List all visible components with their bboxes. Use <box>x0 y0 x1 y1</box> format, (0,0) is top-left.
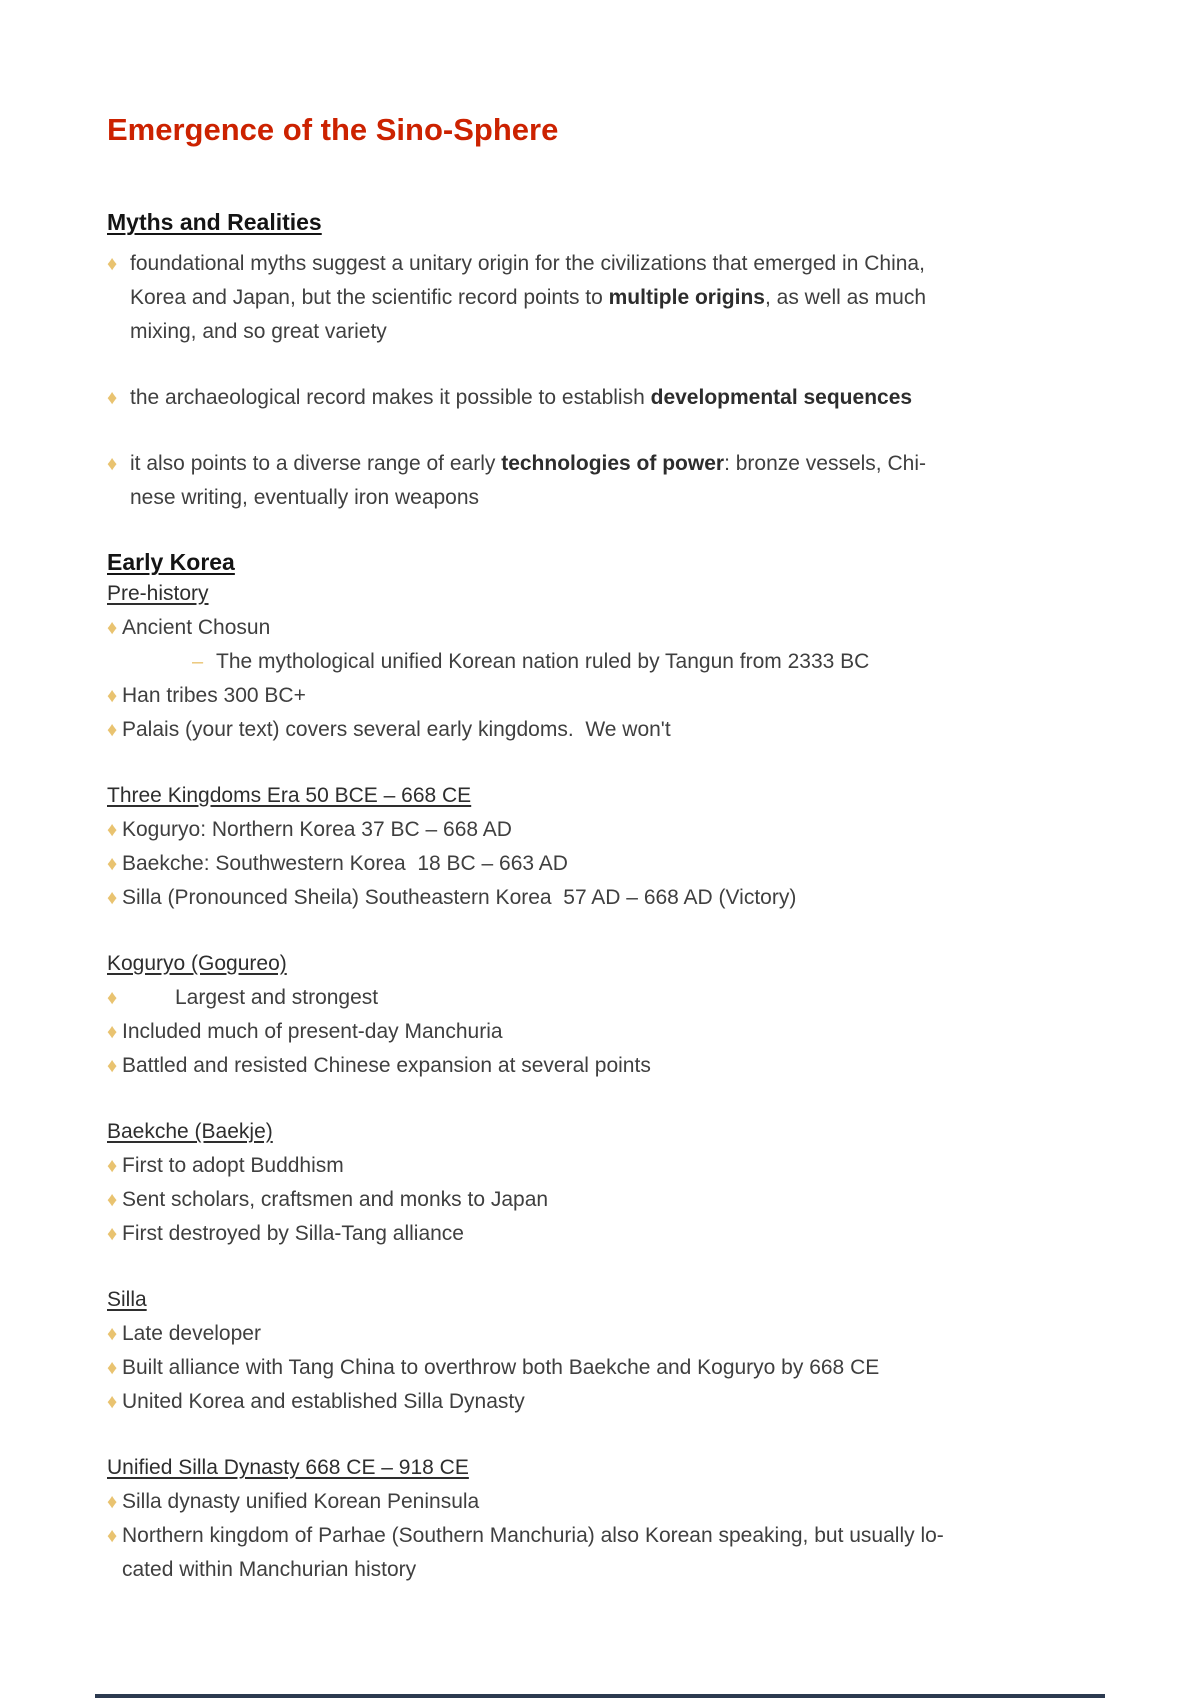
bullet-text: Korea and Japan, but the scientific record points to <box>130 286 609 309</box>
bullet-text: First destroyed by Silla-Tang alliance <box>122 1222 464 1245</box>
bullet-text: Largest and strongest <box>175 986 379 1009</box>
bullet-text: Battled and resisted Chinese expansion at several points <box>122 1054 651 1077</box>
diamond-bullet-icon: ♦ <box>107 685 118 707</box>
bullet-text: Silla dynasty unified Korean Peninsula <box>122 1490 480 1513</box>
document-content <box>107 0 1112 1587</box>
diamond-bullet-icon: ♦ <box>107 853 118 875</box>
bullet-item <box>107 1015 1112 1049</box>
diamond-bullet-icon: ♦ <box>107 1055 118 1077</box>
bullet-text: mixing, and so great variety <box>130 320 387 343</box>
bullet-text: Built alliance with Tang China to overthrow both Baekche and Koguryo by 668 CE <box>122 1356 880 1379</box>
sub-bullet-item <box>107 645 1112 679</box>
bullet-item <box>107 1519 1112 1587</box>
bullet-item <box>107 713 1112 747</box>
diamond-bullet-icon: ♦ <box>107 819 118 841</box>
bullet-item <box>107 1149 1112 1183</box>
diamond-bullet-icon: ♦ <box>107 253 118 275</box>
bullet-text: First to adopt Buddhism <box>122 1154 344 1177</box>
bullet-text: Northern kingdom of Parhae (Southern Manchuria) also Korean speaking, but usually lo- <box>122 1524 944 1547</box>
section-heading: Early Korea <box>107 549 235 575</box>
bullet-item <box>107 247 1112 349</box>
diamond-bullet-icon: ♦ <box>107 1021 118 1043</box>
diamond-bullet-icon: ♦ <box>107 1525 118 1547</box>
dash-bullet-icon: – <box>192 651 209 673</box>
diamond-bullet-icon: ♦ <box>107 1323 118 1345</box>
bullet-text: cated within Manchurian history <box>122 1558 417 1581</box>
bullet-item <box>107 1217 1112 1251</box>
bullet-text: , as well as much <box>764 286 927 309</box>
bullet-item <box>107 881 1112 915</box>
bullet-text: Palais (your text) covers several early kingdoms. We won't <box>122 718 671 741</box>
diamond-bullet-icon: ♦ <box>107 1189 118 1211</box>
sub-heading: Koguryo (Gogureo) <box>107 952 287 975</box>
diamond-bullet-icon: ♦ <box>107 1223 118 1245</box>
sub-heading: Silla <box>107 1288 147 1311</box>
diamond-bullet-icon: ♦ <box>107 1357 118 1379</box>
bullet-item <box>107 847 1112 881</box>
diamond-bullet-icon: ♦ <box>107 719 118 741</box>
bullet-item <box>107 447 1112 515</box>
bullet-item <box>107 1485 1112 1519</box>
bullet-text: Ancient Chosun <box>122 616 271 639</box>
diamond-bullet-icon: ♦ <box>107 387 118 409</box>
diamond-bullet-icon: ♦ <box>107 1155 118 1177</box>
bullet-text: United Korea and established Silla Dynasty <box>122 1390 525 1413</box>
bullet-item <box>107 1183 1112 1217</box>
bullet-text: nese writing, eventually iron weapons <box>130 486 480 509</box>
bullet-text: Silla (Pronounced Sheila) Southeastern Korea 57 AD – 668 AD (Victory) <box>122 886 797 909</box>
sub-heading: Three Kingdoms Era 50 BCE – 668 CE <box>107 784 472 807</box>
bullet-text: : bronze vessels, Chi- <box>724 452 926 475</box>
bullet-item <box>107 679 1112 713</box>
bullet-text: the archaeological record makes it possible to establish <box>130 386 651 409</box>
bullet-text-bold: multiple origins <box>608 286 765 309</box>
bullet-text-bold: technologies of power <box>501 452 725 475</box>
bullet-item <box>107 1049 1112 1083</box>
bullet-item <box>107 1385 1112 1419</box>
bullet-text: Included much of present-day Manchuria <box>122 1020 503 1043</box>
bullet-text-bold: developmental sequences <box>650 386 913 409</box>
bullet-text: Han tribes 300 BC+ <box>122 684 306 707</box>
bullet-text: it also points to a diverse range of early <box>130 452 502 475</box>
sub-heading: Unified Silla Dynasty 668 CE – 918 CE <box>107 1456 469 1479</box>
bullet-item <box>107 1351 1112 1385</box>
bullet-item <box>107 611 1112 645</box>
bullet-item <box>107 813 1112 847</box>
bullet-text: foundational myths suggest a unitary origin for the civilizations that emerged in China, <box>130 252 925 275</box>
diamond-bullet-icon: ♦ <box>107 453 118 475</box>
bullet-item <box>107 381 1112 415</box>
bullet-text: The mythological unified Korean nation ruled by Tangun from 2333 BC <box>216 650 870 673</box>
page-divider <box>95 1694 1105 1698</box>
bullet-text: Late developer <box>122 1322 261 1345</box>
sub-heading: Baekche (Baekje) <box>107 1120 273 1143</box>
bullet-text: Baekche: Southwestern Korea 18 BC – 663 AD <box>122 852 568 875</box>
bullet-text: Sent scholars, craftsmen and monks to Japan <box>122 1188 549 1211</box>
diamond-bullet-icon: ♦ <box>107 1491 118 1513</box>
diamond-bullet-icon: ♦ <box>107 617 118 639</box>
diamond-bullet-icon: ♦ <box>107 987 118 1009</box>
section-heading: Myths and Realities <box>107 209 322 235</box>
diamond-bullet-icon: ♦ <box>107 1391 118 1413</box>
diamond-bullet-icon: ♦ <box>107 887 118 909</box>
sub-heading: Pre-history <box>107 582 209 605</box>
bullet-item <box>107 981 1112 1015</box>
bullet-item <box>107 1317 1112 1351</box>
bullet-text: Koguryo: Northern Korea 37 BC – 668 AD <box>122 818 512 841</box>
page-title: Emergence of the Sino-Sphere <box>107 112 559 147</box>
